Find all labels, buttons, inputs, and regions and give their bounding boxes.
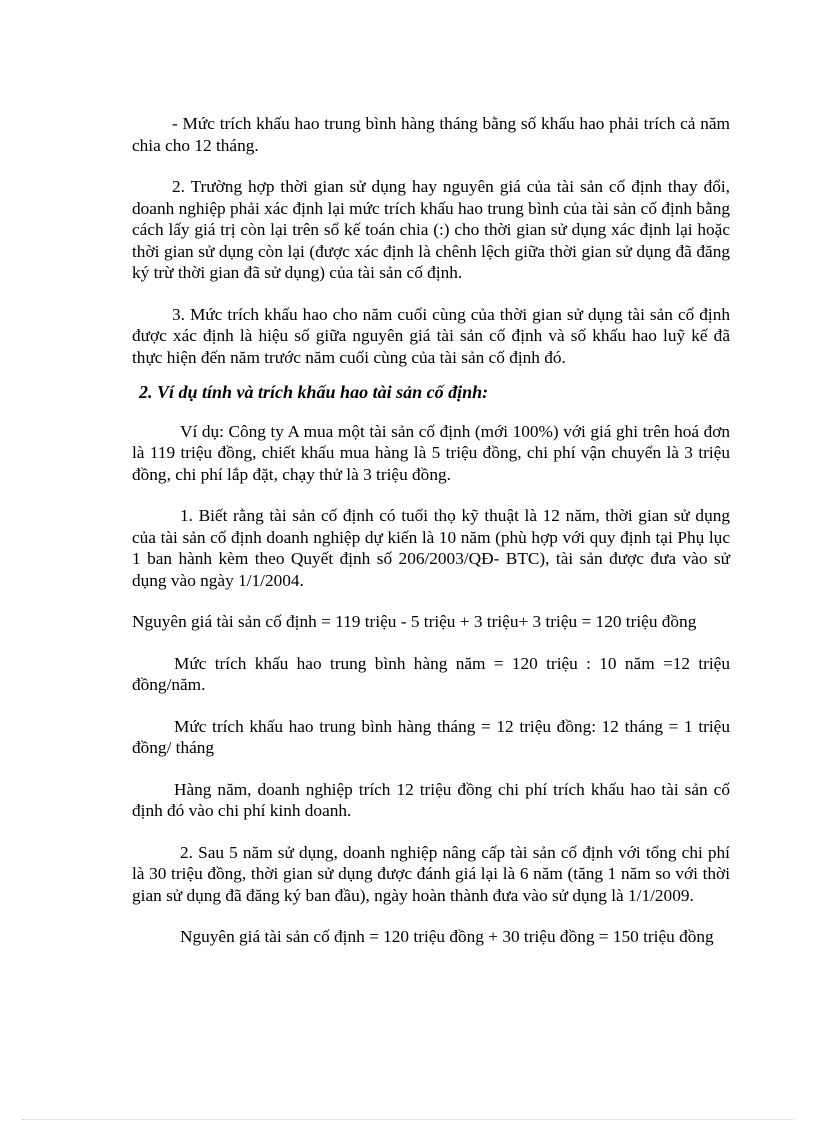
section-heading: 2. Ví dụ tính và trích khấu hao tài sản cố định: <box>139 382 489 402</box>
paragraph-annual-expense: Hàng năm, doanh nghiệp trích 12 triệu đồng chi phí trích khấu hao tài sản cố định đó vào chi phí kinh doanh. <box>132 779 730 820</box>
paragraph-recalculate-depreciation: 2. Trường hợp thời gian sử dụng hay nguyên giá của tài sản cố định thay đổi, doanh nghiệp phải xác định lại mức trích khấu hao trung bình của tài sản cố định bằng cách lấy giá trị còn lại trên sổ kế toán chia (:) cho thời gian sử dụng xác định lại hoặc thời gian sử dụng còn lại (được xác định là chênh lệch giữa thời gian sử dụng đã đăng ký trừ thời gian đã sử dụng) của tài sản cố định. <box>132 177 730 282</box>
document-body <box>132 113 730 948</box>
paragraph-example-step-2: 2. Sau 5 năm sử dụng, doanh nghiệp nâng cấp tài sản cố định với tổng chi phí là 30 triệu đồng, thời gian sử dụng được đánh giá lại là 6 năm (tăng 1 năm so với thời gian sử dụng đã đăng ký ban đầu), ngày hoàn thành đưa vào sử dụng là 1/1/2009. <box>132 842 730 905</box>
paragraph-example-step-1: 1. Biết rằng tài sản cố định có tuổi thọ kỹ thuật là 12 năm, thời gian sử dụng của tài sản cố định doanh nghiệp dự kiến là 10 năm (phù hợp với quy định tại Phụ lục 1 ban hành kèm theo Quyết định số 206/2003/QĐ- BTC), tài sản được đưa vào sử dụng vào ngày 1/1/2004. <box>132 506 730 590</box>
paragraph-original-cost-formula: Nguyên giá tài sản cố định = 119 triệu - 5 triệu + 3 triệu+ 3 triệu = 120 triệu đồng <box>132 612 697 631</box>
page-bottom-divider <box>22 1119 794 1120</box>
paragraph-monthly-depreciation-formula: Mức trích khấu hao trung bình hàng tháng = 12 triệu đồng: 12 tháng = 1 triệu đồng/ tháng <box>132 716 730 757</box>
paragraph-final-year-depreciation: 3. Mức trích khấu hao cho năm cuối cùng của thời gian sử dụng tài sản cố định được xác định là hiệu số giữa nguyên giá tài sản cố định và số khấu hao luỹ kế đã thực hiện đến năm trước năm cuối cùng của tài sản cố định đó. <box>132 304 730 367</box>
paragraph-annual-depreciation-formula: Mức trích khấu hao trung bình hàng năm = 120 triệu : 10 năm =12 triệu đồng/năm. <box>132 653 730 694</box>
paragraph-monthly-depreciation: - Mức trích khấu hao trung bình hàng tháng bằng số khấu hao phải trích cả năm chia cho 12 tháng. <box>132 114 730 155</box>
paragraph-upgraded-cost-formula: Nguyên giá tài sản cố định = 120 triệu đồng + 30 triệu đồng = 150 triệu đồng <box>180 927 714 946</box>
paragraph-example-intro: Ví dụ: Công ty A mua một tài sản cố định (mới 100%) với giá ghi trên hoá đơn là 119 triệu đồng, chiết khấu mua hàng là 5 triệu đồng, chi phí vận chuyển là 3 triệu đồng, chi phí lắp đặt, chạy thử là 3 triệu đồng. <box>132 421 730 484</box>
